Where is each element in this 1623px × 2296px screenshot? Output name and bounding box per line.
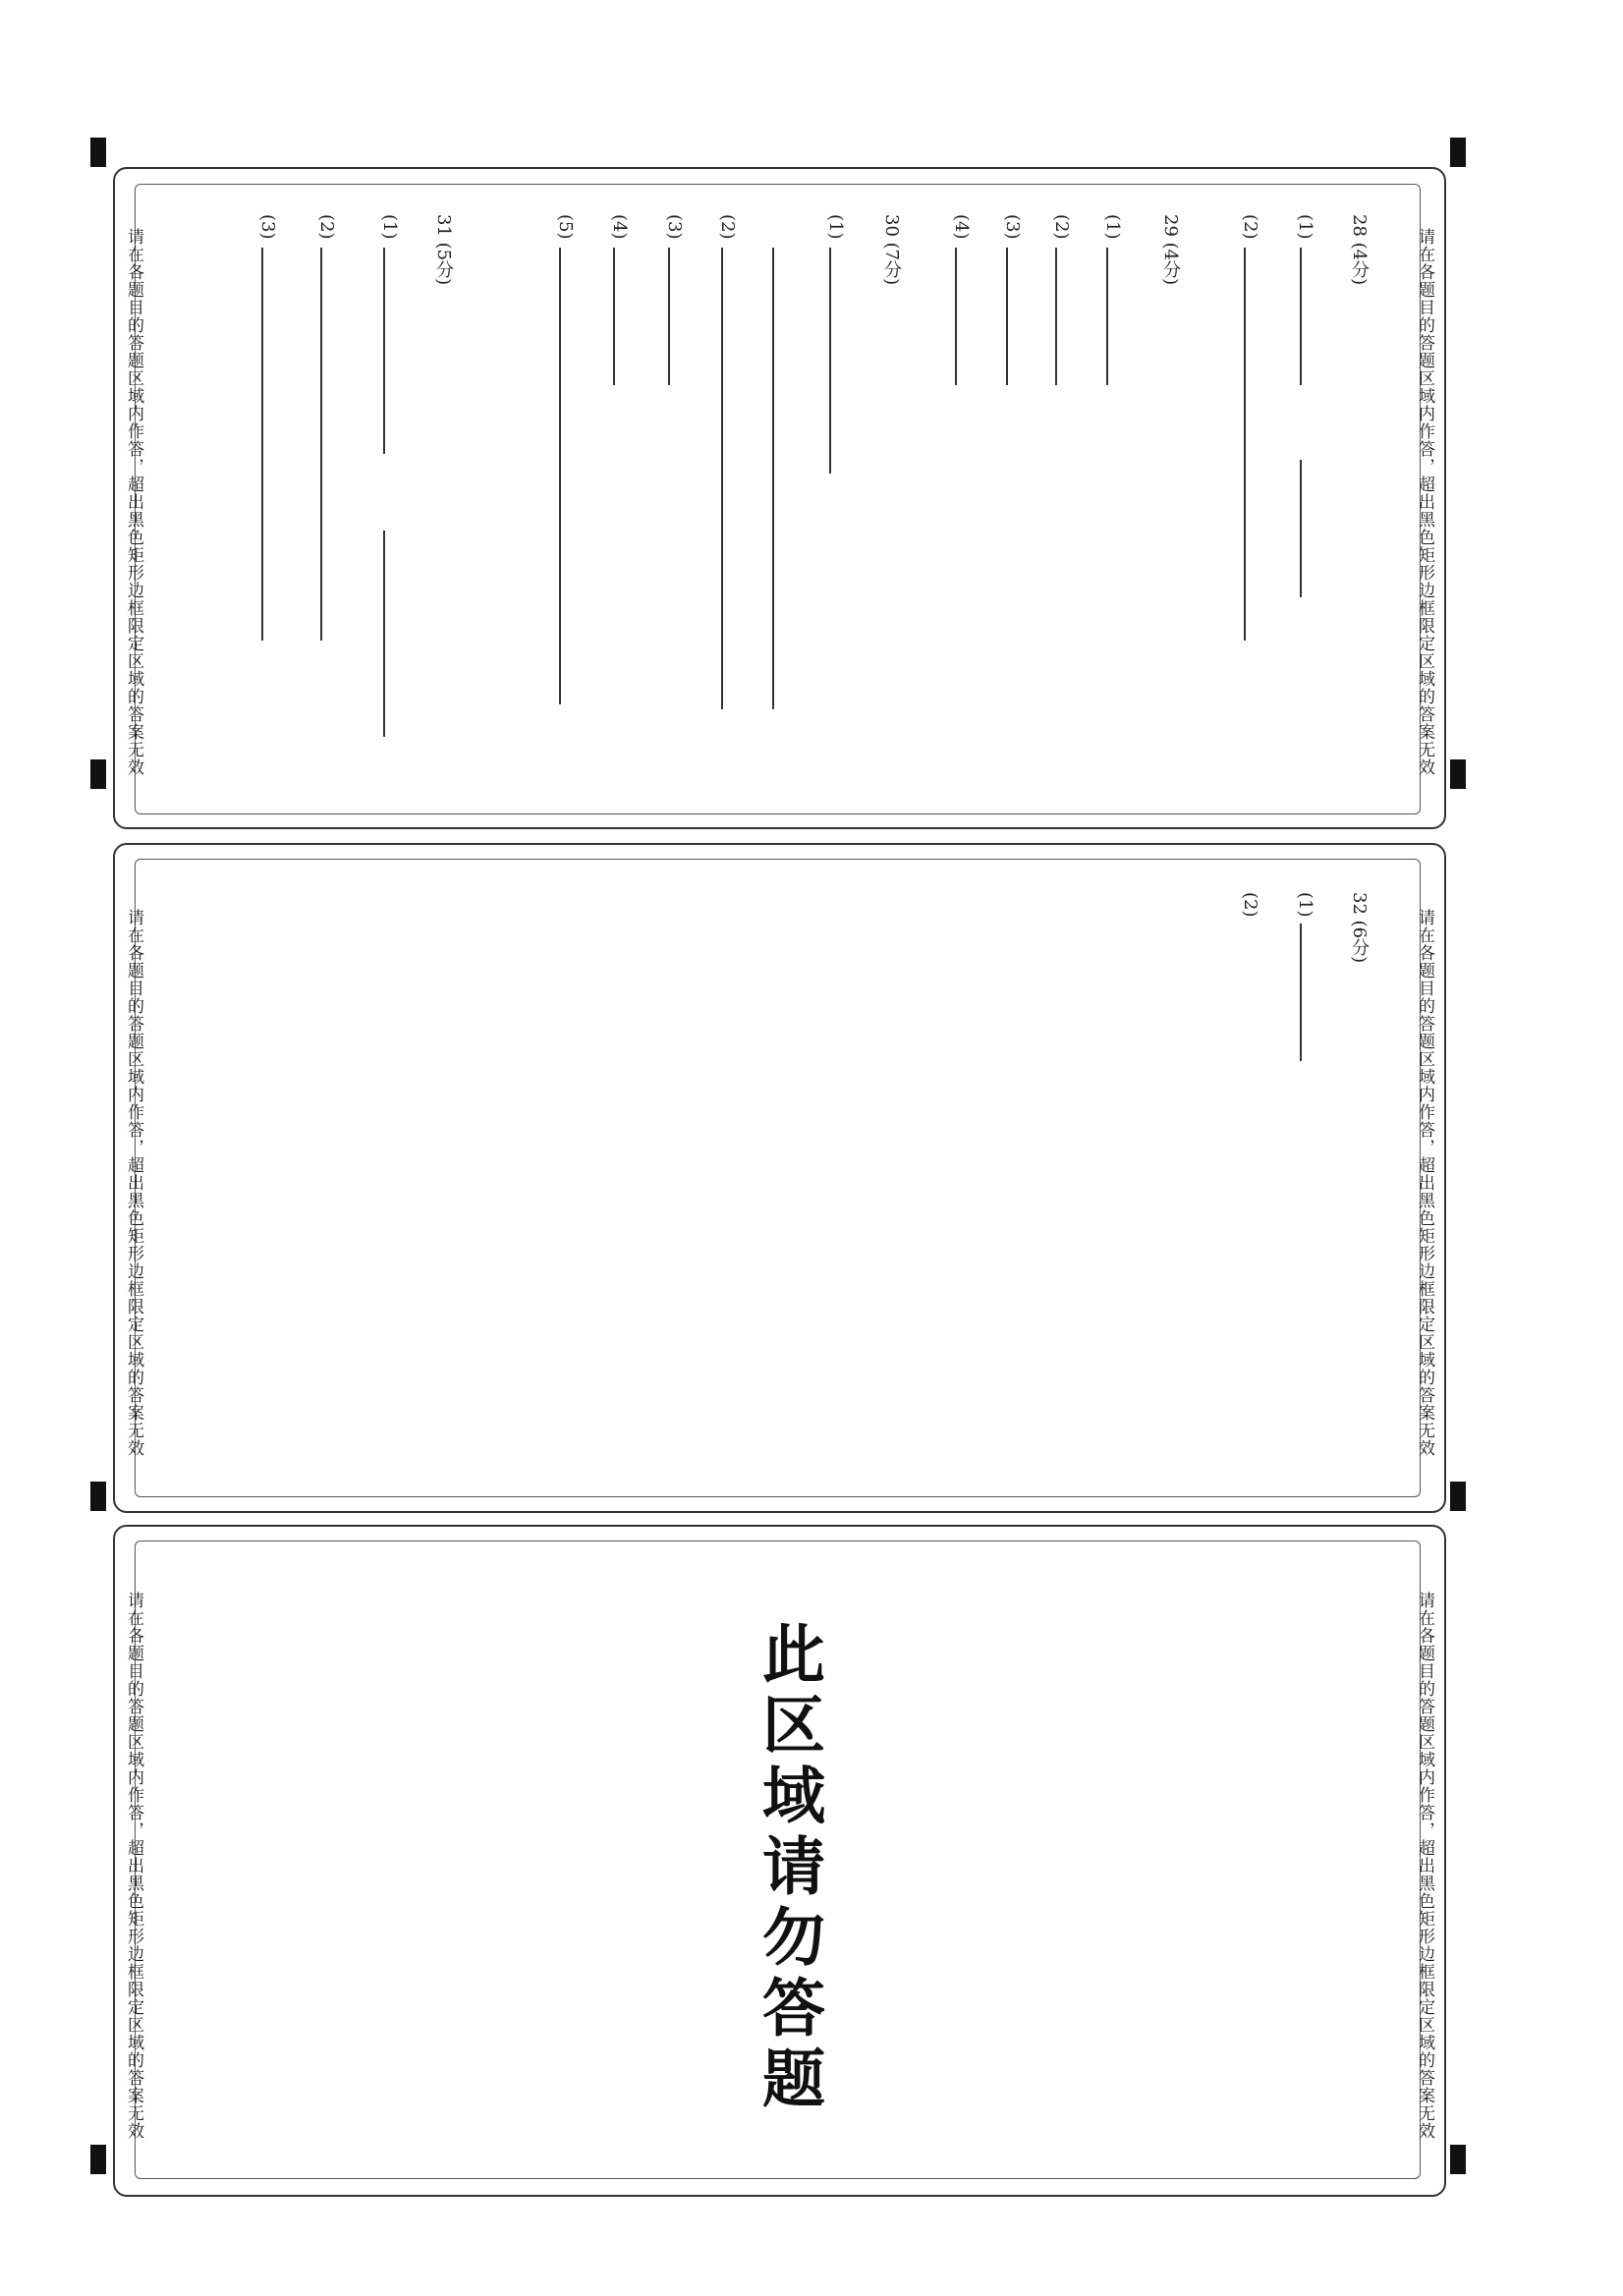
question-32-part-1-answer-line[interactable] [1300, 924, 1302, 1061]
question-30-part-3-answer-line[interactable] [668, 248, 670, 385]
notice-text: 请在各题目的答题区域内作答，超出黑色矩形边框限定区域的答案无效 [124, 909, 143, 1457]
question-31-part-1-answer-line[interactable] [383, 531, 385, 737]
question-30-title: 30 (7分) [881, 214, 902, 286]
question-31-part-2-label: (2) [316, 214, 337, 240]
question-31-part-1-answer-line[interactable] [383, 248, 385, 454]
question-31-part-3-label: (3) [257, 214, 278, 240]
question-31-part-2-answer-line[interactable] [320, 248, 322, 641]
notice-text: 请在各题目的答题区域内作答，超出黑色矩形边框限定区域的答案无效 [1415, 909, 1434, 1457]
question-30-part-1-answer-line[interactable] [772, 248, 774, 709]
question-28-part-1-label: (1) [1295, 214, 1315, 240]
question-29-part-3-label: (3) [1002, 214, 1023, 240]
question-28-title: 28 (4分) [1349, 214, 1370, 286]
question-29-part-4-answer-line[interactable] [955, 248, 957, 385]
question-28-part-1-answer-line[interactable] [1300, 248, 1302, 385]
notice-text: 请在各题目的答题区域内作答，超出黑色矩形边框限定区域的答案无效 [1415, 228, 1434, 776]
registration-mark [1450, 759, 1466, 789]
question-28-part-2-answer-line[interactable] [1244, 248, 1246, 641]
notice-text: 请在各题目的答题区域内作答，超出黑色矩形边框限定区域的答案无效 [124, 1592, 143, 2140]
question-30-part-5-label: (5) [555, 214, 576, 240]
question-28-part-1-answer-line[interactable] [1300, 460, 1302, 597]
question-32-part-1-label: (1) [1295, 892, 1315, 918]
question-30-part-5-answer-line[interactable] [559, 248, 561, 704]
question-29-part-2-answer-line[interactable] [1055, 248, 1057, 385]
question-29-part-1-answer-line[interactable] [1106, 248, 1108, 385]
question-28-part-2-label: (2) [1240, 214, 1260, 240]
question-30-part-1-label: (1) [825, 214, 846, 240]
question-32-title: 32 (6分) [1349, 892, 1370, 964]
registration-mark [90, 138, 106, 167]
question-29-part-4-label: (4) [951, 214, 972, 240]
question-30-part-4-answer-line[interactable] [613, 248, 615, 385]
question-31-part-3-answer-line[interactable] [261, 248, 263, 641]
question-29-part-2-label: (2) [1051, 214, 1072, 240]
registration-mark [1450, 138, 1466, 167]
question-29-part-3-answer-line[interactable] [1006, 248, 1008, 385]
question-30-part-2-answer-line[interactable] [721, 248, 723, 709]
notice-text: 请在各题目的答题区域内作答，超出黑色矩形边框限定区域的答案无效 [124, 228, 143, 776]
answer-area-1 [135, 184, 1421, 814]
notice-text: 请在各题目的答题区域内作答，超出黑色矩形边框限定区域的答案无效 [1415, 1592, 1434, 2140]
no-answer-notice: 此区域请勿答题 [752, 1621, 824, 2116]
question-29-part-1-label: (1) [1102, 214, 1123, 240]
registration-mark [90, 759, 106, 789]
registration-mark [1450, 1482, 1466, 1511]
question-32-part-2-label: (2) [1240, 892, 1260, 918]
question-30-part-1-answer-line[interactable] [829, 248, 831, 474]
question-29-title: 29 (4分) [1160, 214, 1181, 286]
question-30-part-2-label: (2) [717, 214, 738, 240]
question-31-part-1-label: (1) [379, 214, 400, 240]
question-31-title: 31 (5分) [433, 214, 454, 286]
registration-mark [1450, 2145, 1466, 2174]
question-30-part-3-label: (3) [664, 214, 685, 240]
registration-mark [90, 1482, 106, 1511]
question-30-part-4-label: (4) [609, 214, 630, 240]
registration-mark [90, 2145, 106, 2174]
answer-area-2 [135, 859, 1421, 1497]
